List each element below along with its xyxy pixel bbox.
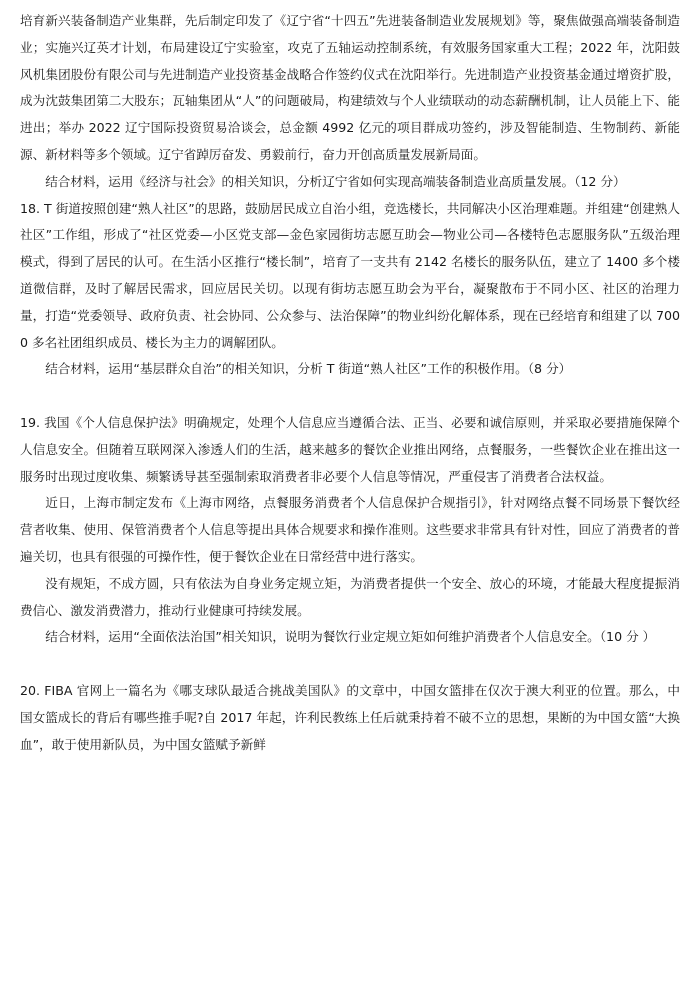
question-19-material-1: 19. 我国《个人信息保护法》明确规定，处理个人信息应当遵循合法、正当、必要和诚信原则，并采取必要措施保障个人信息安全。但随着互联网深入渗透人们的生活，越来越多的餐饮企业推出网络，点餐服务，一些餐饮企业在推出这一服务时出现过度收集、频繁诱导甚至强制索取消费者非必要个人信息等情况，严重侵害了消费者合法权益。 xyxy=(20,414,680,484)
question-20-material: 20. FIBA 官网上一篇名为《哪支球队最适合挑战美国队》的文章中，中国女篮排在仅次于澳大利亚的位置。那么，中国女篮成长的背后有哪些推手呢?自 2017 年起，许利民教练上任后就秉持着不破不立的思想，果断的为中国女篮“大换血”，敢于使用新队员，为中国女篮赋予新鲜 xyxy=(20,682,680,752)
question-19-prompt: 结合材料，运用“全面依法治国”相关知识，说明为餐饮行业定规立矩如何维护消费者个人信息安全。（10 分 ） xyxy=(45,629,656,645)
section-spacer xyxy=(20,383,680,410)
question-17-prompt: 结合材料，运用《经济与社会》的相关知识，分析辽宁省如何实现高端装备制造业高质量发展。（12 分） xyxy=(45,173,626,189)
section-spacer xyxy=(20,651,680,678)
question-18-prompt: 结合材料，运用“基层群众自治”的相关知识，分析 T 街道“熟人社区”工作的积极作用。（8 分） xyxy=(45,361,572,377)
question-19-material-2: 近日，上海市制定发布《上海市网络，点餐服务消费者个人信息保护合规指引》，针对网络点餐不同场景下餐饮经营者收集、使用、保管消费者个人信息等提出具体合规要求和操作准则。这些要求非常具有针对性，回应了消费者的普遍关切，也具有很强的可操作性，便于餐饮企业在日常经营中进行落实。 xyxy=(20,495,680,564)
question-19-material-3: 没有规矩，不成方圆，只有依法为自身业务定规立矩，为消费者提供一个安全、放心的环境，才能最大程度提振消费信心、激发消费潜力，推动行业健康可持续发展。 xyxy=(20,575,680,618)
question-18-material: 18. T 街道按照创建“熟人社区”的思路，鼓励居民成立自治小组，竞选楼长，共同解决小区治理难题。并组建“创建熟人社区”工作组，形成了“社区党委—小区党支部—金色家园街坊志愿互助会—物业公司—各楼特色志愿服务队”五级治理模式，得到了居民的认可。在生活小区推行“楼长制”，培育了一支共有 2142 名楼长的服务队伍，建立了 1400 多个楼道微信群，及时了解居民需求，回应居民关切。以现有街坊志愿互助会为平台，凝聚散布于不同小区、社区的治理力量，打造“党委领导、政府负责、社会协同、公众参与、法治保障”的物业纠纷化解体系，现在已经培育和组建了以 7000 多名社团组织成员、楼长为主力的调解团队。 xyxy=(20,200,680,350)
paragraph-liaoning-material: 培育新兴装备制造产业集群，先后制定印发了《辽宁省“十四五”先进装备制造业发展规划》等，聚焦做强高端装备制造业；实施兴辽英才计划，布局建设辽宁实验室，攻克了五轴运动控制系统，有效服务国家重大工程；2022 年，沈阳鼓风机集团股份有限公司与先进制造产业投资基金战略合作签约仪式在沈阳举行。先进制造产业投资基金通过增资扩股，成为沈鼓集团第二大股东；瓦轴集团从“人”的问题破局，构建绩效与个人业绩联动的动态薪酬机制，让人员能上下、能进出；举办 2022 辽宁国际投资贸易洽谈会，总金额 4992 亿元的项目群成功签约，涉及智能制造、生物制药、新能源、新材料等多个领域。辽宁省踔厉奋发、勇毅前行，奋力开创高质量发展新局面。 xyxy=(20,13,680,162)
